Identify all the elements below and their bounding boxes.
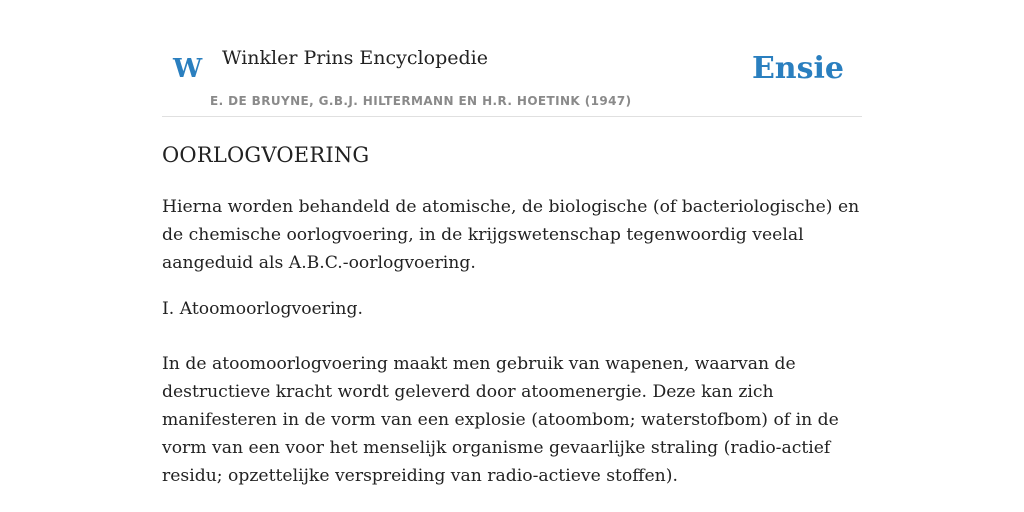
winkler-prins-logo[interactable]: W <box>173 54 203 84</box>
source-title[interactable]: Winkler Prins Encyclopedie <box>222 47 488 69</box>
ensie-logo-link[interactable]: Ensie <box>751 51 844 86</box>
source-authors: E. DE BRUYNE, G.B.J. HILTERMANN EN H.R. HOETINK (1947) <box>210 94 632 108</box>
section-heading: I. Atoomoorlogvoering. <box>162 299 363 319</box>
entry-title: OORLOGVOERING <box>162 143 370 167</box>
entry-content <box>162 140 862 508</box>
entry-paragraph: In de atoomoorlogvoering maakt men gebruik van wapenen, waarvan de destructieve kracht wordt geleverd door atoomenergie. Deze kan zich manifesteren in de vorm van een explosie (atoombom; waterstofbom) of in de vorm van een voor het menselijk organisme gevaarlijke straling (radio-actief residu; opzettelijke verspreiding van radio-actieve stoffen). <box>162 354 839 486</box>
entry-paragraph: Hierna worden behandeld de atomische, de biologische (of bacteriologische) en de chemische oorlogvoering, in de krijgswetenschap tegenwoordig veelal aangeduid als A.B.C.-oorlogvoering. <box>162 197 860 273</box>
source-header <box>162 0 862 117</box>
